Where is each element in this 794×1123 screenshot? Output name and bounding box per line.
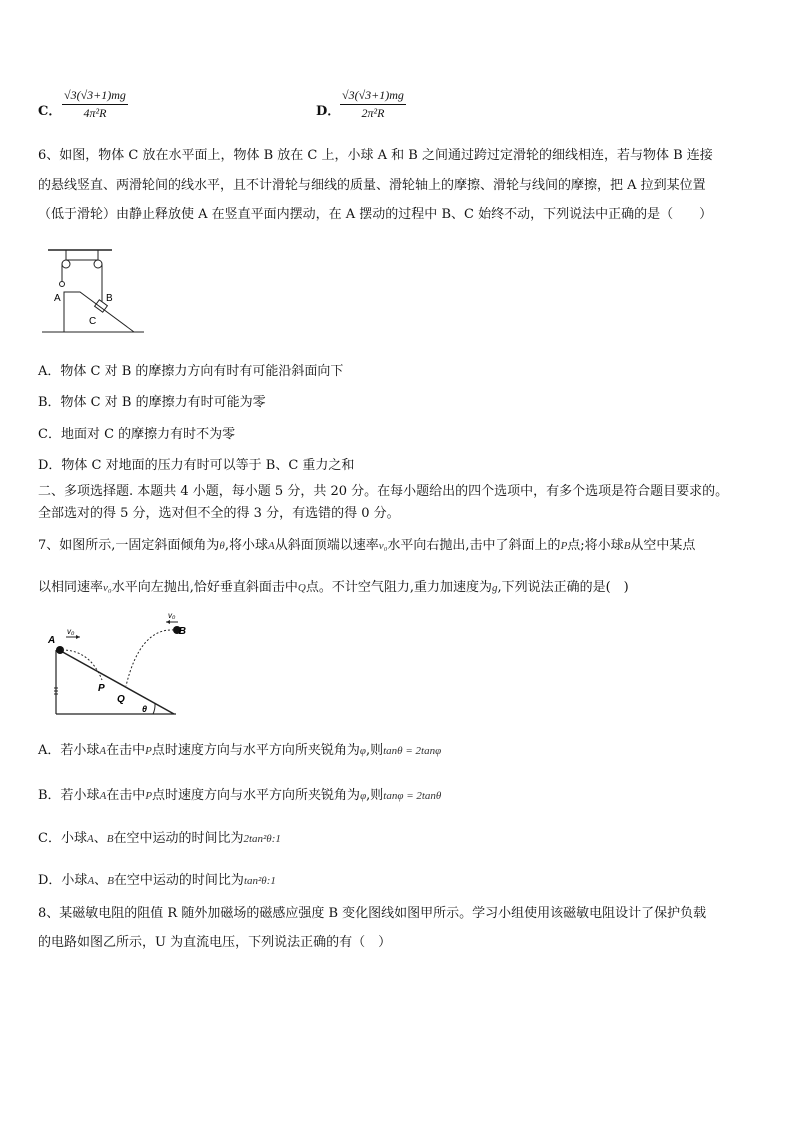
- math-p: P: [145, 745, 152, 757]
- math-b: B: [107, 875, 114, 887]
- text: 水平向左抛出,恰好垂直斜面击中: [111, 580, 298, 595]
- q7-option-b: [38, 788, 441, 804]
- math-equation: tan²θ:1: [243, 875, 276, 887]
- label-v0-a: v₀: [67, 627, 75, 636]
- q7-option-c: [38, 831, 281, 847]
- q7-stem-line-2: [38, 580, 629, 596]
- arrowhead: [76, 635, 80, 639]
- q5-option-c-numerator: √3(√3+1)mg: [64, 88, 126, 102]
- pulley-2: [94, 260, 102, 268]
- q6-option-d: D．物体 C 对地面的压力有时可以等于 B、C 重力之和: [38, 458, 355, 473]
- math-phi: φ: [359, 745, 366, 757]
- q5-option-d-formula: [340, 88, 406, 121]
- pulley-1: [62, 260, 70, 268]
- text: 以相同速率: [38, 580, 104, 595]
- text: A．若小球: [38, 743, 100, 758]
- text: 在空中运动的时间比为: [113, 873, 244, 888]
- q6-option-b: B．物体 C 对 B 的摩擦力有时可能为零: [38, 395, 266, 410]
- block-c: [64, 292, 134, 332]
- q6-pulley-figure: [40, 244, 150, 336]
- q6-stem-line-3: （低于滑轮）由静止释放使 A 在竖直平面内摆动，在 A 摆动的过程中 B、C 始终不动，下列说法中正确的是（ ）: [38, 207, 713, 222]
- text: 点时速度方向与水平方向所夹锐角为: [152, 788, 361, 803]
- math-v0: v₀: [378, 540, 388, 552]
- label-q: Q: [117, 694, 125, 705]
- text: ,下列说法正确的是( ): [497, 580, 629, 595]
- q6-option-a: A．物体 C 对 B 的摩擦力方向有时有可能沿斜面向下: [38, 364, 344, 379]
- text: ,则: [365, 743, 384, 758]
- section-2-line-1: 二、多项选择题. 本题共 4 小题，每小题 5 分，共 20 分。在每小题给出的四个选项中，有多个选项是符合题目要求的。: [38, 484, 729, 499]
- text: 在击中: [106, 788, 146, 803]
- math-p: P: [560, 540, 568, 552]
- q6-stem-line-1: 6、如图，物体 C 放在水平面上，物体 B 放在 C 上，小球 A 和 B 之间通过跨过定滑轮的细线相连，若与物体 B 连接: [38, 148, 713, 163]
- q5-option-d-numerator: √3(√3+1)mg: [342, 88, 404, 102]
- text: 、: [93, 831, 107, 846]
- math-a: A: [99, 745, 107, 757]
- ball-a: [60, 282, 65, 287]
- math-v0: v₀: [103, 582, 112, 594]
- angle-arc: [153, 704, 155, 714]
- label-c: C: [89, 316, 97, 327]
- math-a: A: [99, 790, 107, 802]
- q5-option-d-label: D．: [316, 104, 341, 119]
- text: 水平向右抛出,击中了斜面上的: [387, 538, 561, 553]
- math-phi: φ: [360, 790, 367, 802]
- arrowhead: [166, 620, 170, 624]
- text: 从斜面顶端以速率: [274, 538, 379, 553]
- label-v0-b: v₀: [168, 611, 176, 620]
- math-g: g: [491, 582, 498, 594]
- text: 、: [94, 873, 108, 888]
- text: 在击中: [106, 743, 146, 758]
- q8-stem-line-2: 的电路如图乙所示，U 为直流电压，下列说法正确的有（ ）: [38, 935, 392, 950]
- math-equation: 2tan²θ:1: [243, 833, 281, 845]
- math-equation: tanφ = 2tanθ: [383, 790, 442, 802]
- text: ,则: [366, 788, 384, 803]
- fraction-bar: [340, 104, 406, 105]
- math-p: P: [145, 790, 153, 802]
- label-b: B: [106, 293, 113, 304]
- math-a: A: [86, 833, 94, 845]
- q6-stem-line-2: 的悬线竖直、两滑轮间的线水平，且不计滑轮与细线的质量、滑轮轴上的摩擦、滑轮与线间的摩擦，把 A 拉到某位置: [38, 178, 706, 193]
- math-equation: tanθ = 2tanφ: [383, 745, 442, 757]
- q6-option-c: C．地面对 C 的摩擦力有时不为零: [38, 427, 236, 442]
- math-theta: θ: [219, 540, 225, 552]
- math-a: A: [87, 875, 95, 887]
- text: 点时速度方向与水平方向所夹锐角为: [151, 743, 360, 758]
- text: B．若小球: [38, 788, 100, 803]
- q7-incline-figure: [40, 610, 186, 722]
- q8-stem-line-1: 8、某磁敏电阻的阻值 R 随外加磁场的磁感应强度 B 变化图线如图甲所示。学习小组使用该磁敏电阻设计了保护负载: [38, 906, 707, 921]
- text: 从空中某点: [630, 538, 696, 553]
- q5-option-c-formula: [62, 88, 128, 121]
- q7-option-d: [38, 873, 276, 889]
- text: 点。不计空气阻力,重力加速度为: [305, 580, 492, 595]
- text: 在空中运动的时间比为: [113, 831, 244, 846]
- text: C．小球: [38, 831, 87, 846]
- q5-option-d-denominator: 2π²R: [361, 106, 385, 120]
- math-a: A: [267, 540, 275, 552]
- q5-option-c-label: C．: [38, 104, 62, 119]
- text: 点;将小球: [567, 538, 624, 553]
- trajectory-b: [126, 630, 174, 686]
- label-a: A: [48, 635, 56, 646]
- label-a: A: [54, 293, 61, 304]
- q7-option-a: [38, 743, 441, 759]
- math-b: B: [623, 540, 631, 552]
- text: ,将小球: [224, 538, 268, 553]
- q5-option-c-denominator: 4π²R: [83, 106, 107, 120]
- q7-stem-line-1: [38, 538, 695, 554]
- math-q: Q: [297, 582, 306, 594]
- label-theta: θ: [142, 704, 148, 714]
- section-2-line-2: 全部选对的得 5 分，选对但不全的得 3 分，有选错的得 0 分。: [38, 506, 400, 521]
- label-p: P: [98, 683, 105, 694]
- math-b: B: [106, 833, 114, 845]
- text: 7、如图所示,一固定斜面倾角为: [38, 538, 220, 553]
- fraction-bar: [62, 104, 128, 105]
- label-b: B: [178, 626, 186, 637]
- text: D．小球: [38, 873, 88, 888]
